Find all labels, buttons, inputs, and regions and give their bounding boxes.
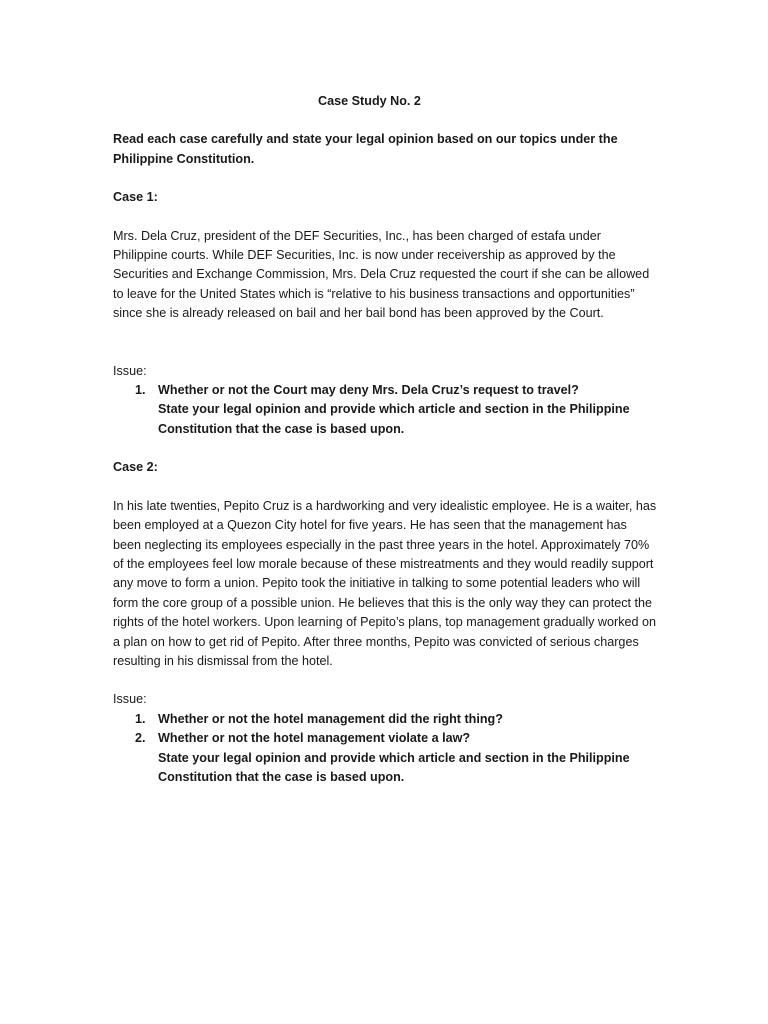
case-2-issue-label: Issue: bbox=[113, 692, 147, 707]
case-2-body: In his late twenties, Pepito Cruz is a hardworking and very idealistic employee. He is a waiter, has been employed at a Quezon City hotel for five years. He has seen that the management has been neglecting its employees especially in the past three years in the hotel. Approximately 70% of the employees feel low morale because of these mistreatments and they would readily support any move to form a union. Pepito took the initiative in talking to some potential leaders who will form the core group of a possible union. He believes that this is the only way they can protect the rights of the hotel workers. Upon learning of Pepito’s plans, top management gradually worked on a plan on how to get rid of Pepito. After three months, Pepito was convicted of serious charges resulting in his dismissal from the hotel. bbox=[113, 498, 657, 668]
document-content bbox=[113, 92, 658, 787]
issue-number: 1. bbox=[135, 383, 146, 398]
case-1-instruction: State your legal opinion and provide which article and section in the Philippine Constitution that the case is based upon. bbox=[158, 402, 630, 436]
issue-number: 2. bbox=[135, 731, 146, 746]
issue-text: Whether or not the hotel management did the right thing? bbox=[158, 711, 503, 726]
case-1-heading: Case 1: bbox=[113, 190, 158, 205]
issue-text: Whether or not the hotel management violate a law? bbox=[158, 731, 471, 746]
instructions: Read each case carefully and state your legal opinion based on our topics under the Philippine Constitution. bbox=[113, 132, 618, 166]
case-1-issue-label: Issue: bbox=[113, 363, 147, 378]
case-2-issue-list bbox=[113, 710, 658, 749]
list-item bbox=[113, 381, 658, 400]
case-2-heading: Case 2: bbox=[113, 460, 158, 475]
document-title: Case Study No. 2 bbox=[318, 94, 421, 108]
case-1-body: Mrs. Dela Cruz, president of the DEF Securities, Inc., has been charged of estafa under Philippine courts. While DEF Securities, Inc. is now under receivership as approved by the Securities and Exchange Commission, Mrs. Dela Cruz requested the court if she can be allowed to leave for the United States which is “relative to his business transactions and opportunities” since she is already released on bail and her bail bond has been approved by the Court. bbox=[113, 228, 650, 321]
case-1-issue-list bbox=[113, 381, 658, 400]
list-item bbox=[113, 710, 658, 729]
list-item bbox=[113, 729, 658, 748]
case-2-instruction: State your legal opinion and provide which article and section in the Philippine Constitution that the case is based upon. bbox=[158, 750, 630, 784]
issue-number: 1. bbox=[135, 711, 146, 726]
issue-text: Whether or not the Court may deny Mrs. Dela Cruz’s request to travel? bbox=[158, 383, 579, 398]
